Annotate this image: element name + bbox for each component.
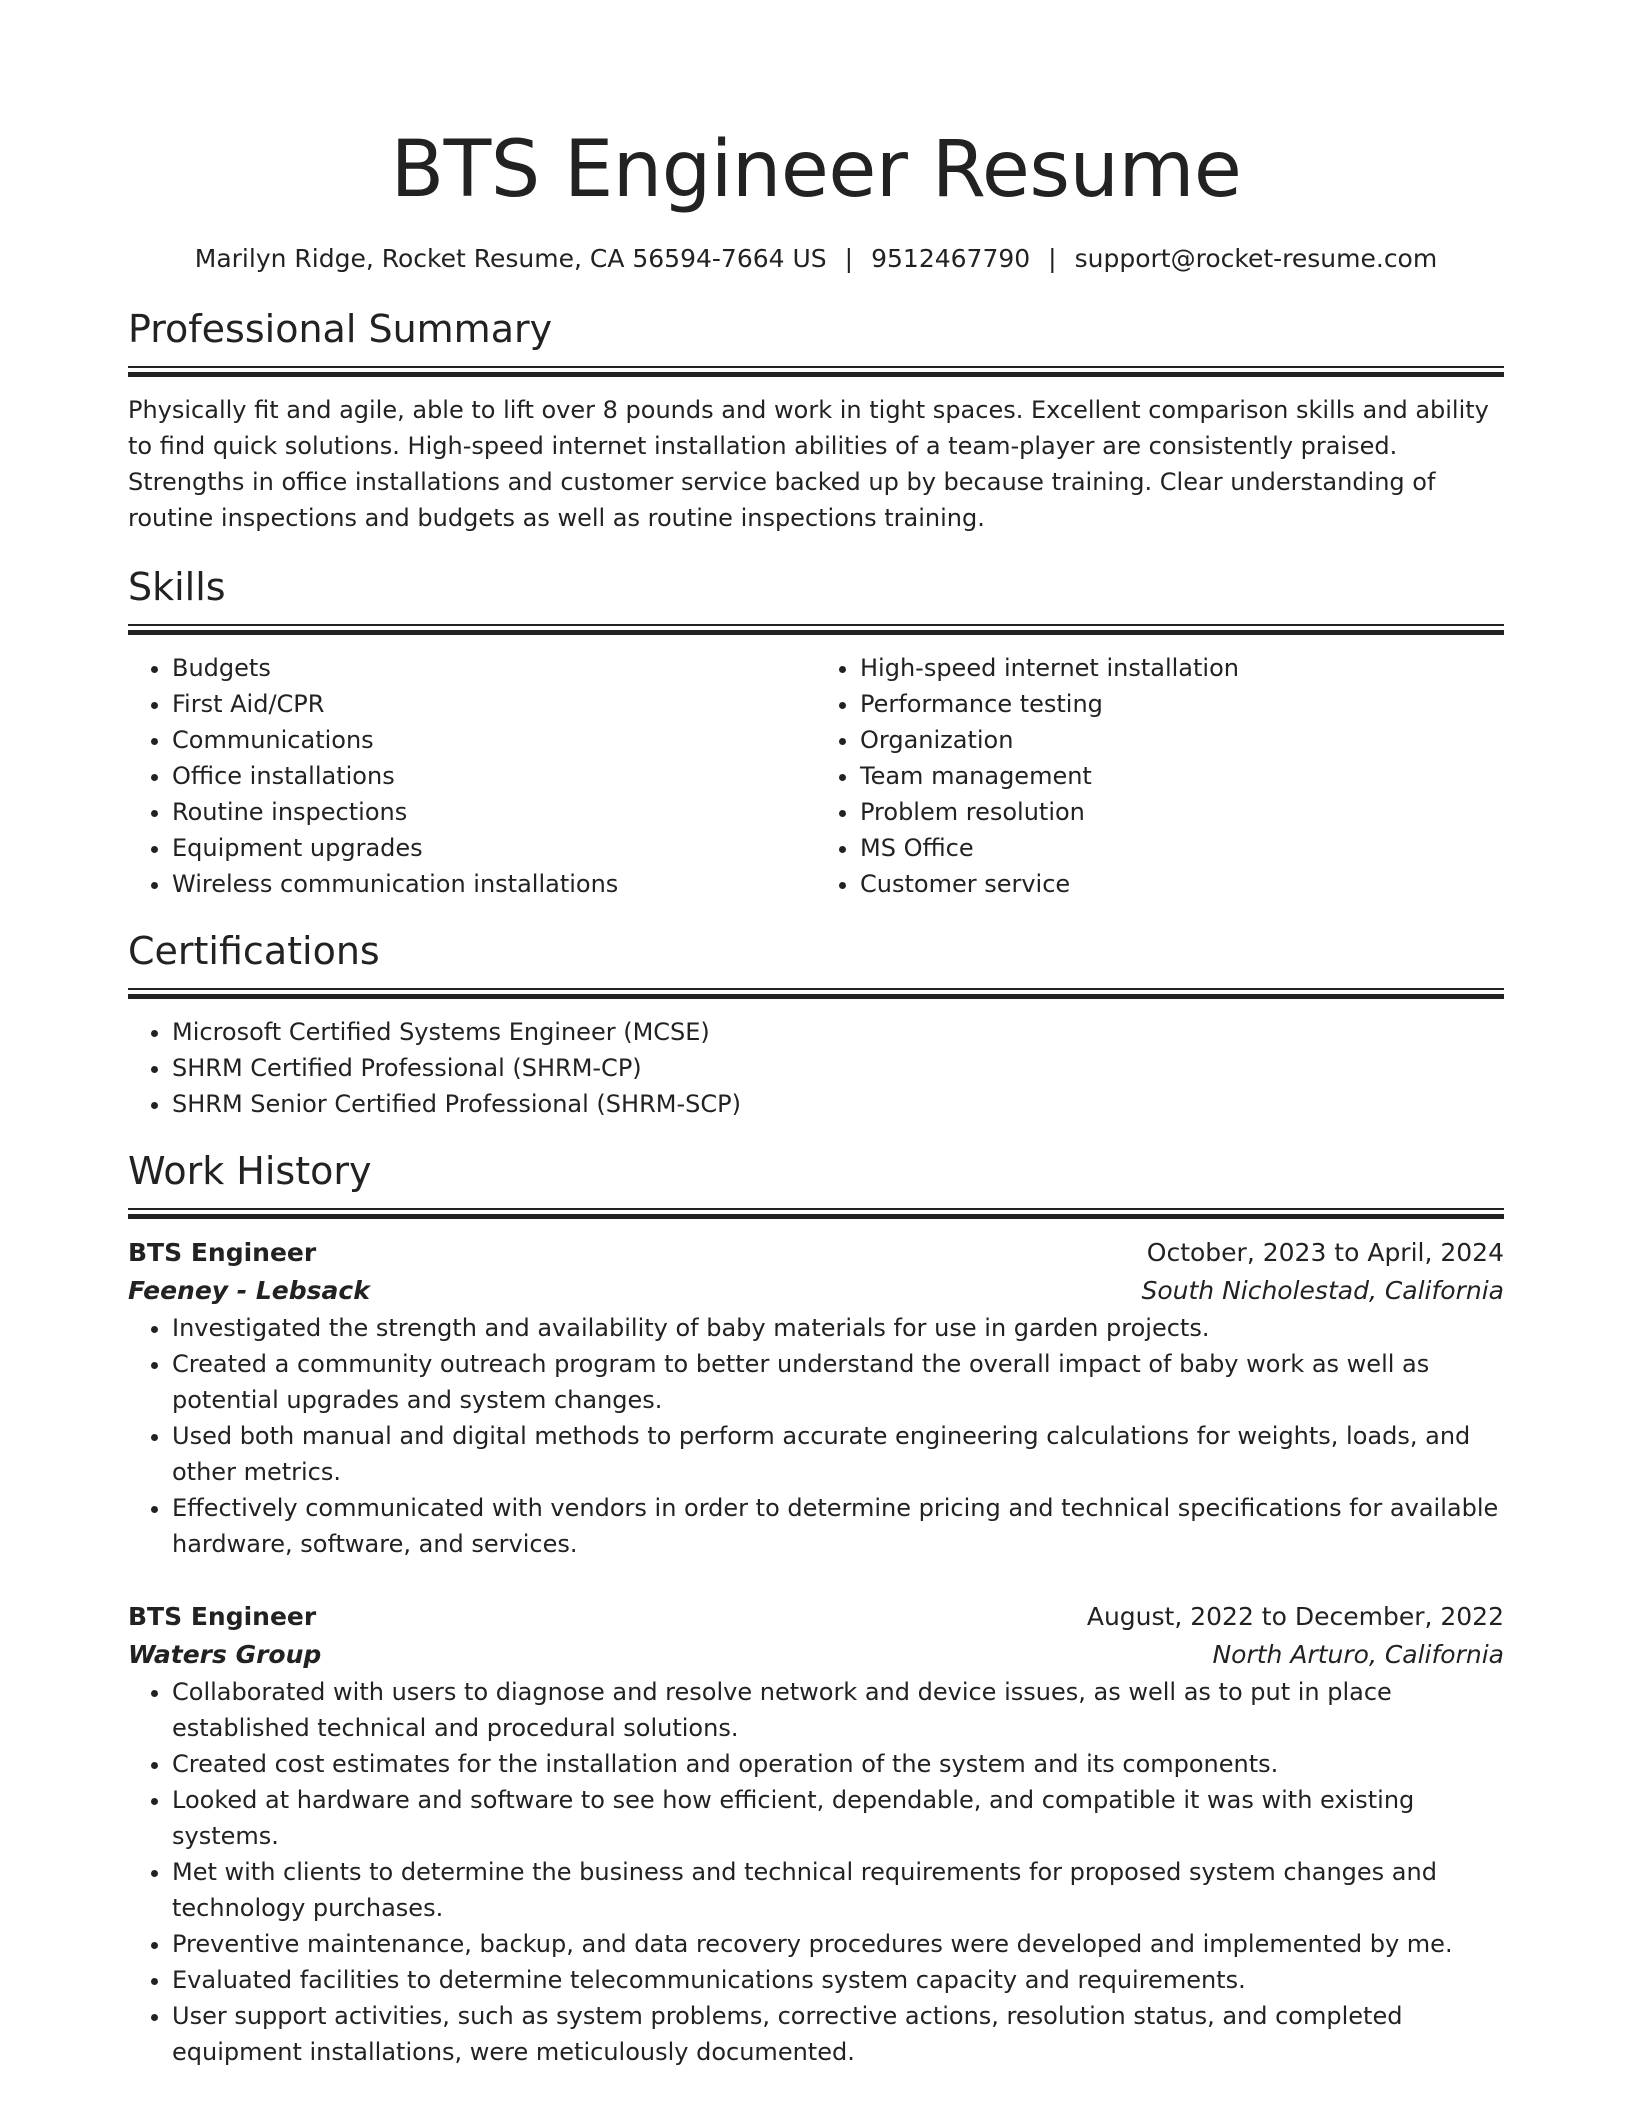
skill-item: • Customer service xyxy=(860,866,1504,902)
summary-heading: Professional Summary xyxy=(128,307,553,351)
job-company: Feeney - Lebsack xyxy=(128,1276,370,1305)
job-bullet-list xyxy=(128,1674,1504,2070)
job-company: Waters Group xyxy=(128,1640,322,1669)
job-location: South Nicholestad, California xyxy=(1141,1276,1504,1305)
summary-text: Physically fit and agile, able to lift over 8 pounds and work in tight spaces. Excellent comparison skills and ability to find quick solutions. High-speed internet installation abilities of a team-player are consistently praised. Strengths in office installations and customer service backed up by because training. Clear understanding of routine inspections and budgets as well as routine inspections training. xyxy=(128,396,1489,532)
job-header-row xyxy=(128,1234,1504,1272)
skill-item: • Office installations xyxy=(172,758,816,794)
job-location: North Arturo, California xyxy=(1212,1640,1504,1669)
skill-item: • Routine inspections xyxy=(172,794,816,830)
job-bullet: • Created cost estimates for the installation and operation of the system and its components. xyxy=(172,1746,1504,1782)
skill-item: • First Aid/CPR xyxy=(172,686,816,722)
certification-item: • Microsoft Certified Systems Engineer (MCSE) xyxy=(172,1014,1504,1050)
skill-item: • Budgets xyxy=(172,650,816,686)
work-history-heading: Work History xyxy=(128,1149,372,1193)
resume-title: BTS Engineer Resume xyxy=(390,125,1242,215)
skills-column-left xyxy=(128,650,816,902)
section-divider xyxy=(128,988,1504,998)
contact-separator: | xyxy=(844,244,854,273)
job-bullet: • Investigated the strength and availability of baby materials for use in garden projects. xyxy=(172,1310,1504,1346)
section-divider xyxy=(128,366,1504,376)
job-title: BTS Engineer xyxy=(128,1602,317,1631)
contact-email: support@rocket-resume.com xyxy=(1074,244,1438,273)
certification-item: • SHRM Certified Professional (SHRM-CP) xyxy=(172,1050,1504,1086)
job-bullet: • Preventive maintenance, backup, and data recovery procedures were developed and implemented by me. xyxy=(172,1926,1504,1962)
job-bullet: • Used both manual and digital methods to perform accurate engineering calculations for weights, loads, and other metrics. xyxy=(172,1418,1504,1490)
skills-list-left xyxy=(128,650,816,902)
contact-phone: 9512467790 xyxy=(871,244,1031,273)
section-divider xyxy=(128,1208,1504,1218)
skills-list-right xyxy=(816,650,1504,902)
contact-line xyxy=(128,242,1504,276)
job-bullet: • Collaborated with users to diagnose and resolve network and device issues, as well as to put in place established technical and procedural solutions. xyxy=(172,1674,1504,1746)
skill-item: • Problem resolution xyxy=(860,794,1504,830)
job-bullet: • Looked at hardware and software to see how efficient, dependable, and compatible it was with existing systems. xyxy=(172,1782,1504,1854)
skill-item: • Organization xyxy=(860,722,1504,758)
job-bullet: • User support activities, such as system problems, corrective actions, resolution status, and completed equipment installations, were meticulously documented. xyxy=(172,1998,1504,2070)
job-bullet-list xyxy=(128,1310,1504,1562)
job-dates: August, 2022 to December, 2022 xyxy=(1086,1602,1504,1631)
skills-grid xyxy=(128,650,1504,902)
certifications-section xyxy=(128,926,1504,1122)
job-title: BTS Engineer xyxy=(128,1238,317,1267)
skill-item: • Wireless communication installations xyxy=(172,866,816,902)
job-subheader-row xyxy=(128,1272,1504,1310)
skill-item: • Equipment upgrades xyxy=(172,830,816,866)
certifications-list xyxy=(128,1014,1504,1122)
job-header-row xyxy=(128,1598,1504,1636)
job-entry xyxy=(128,1234,1504,1562)
skill-item: • Communications xyxy=(172,722,816,758)
job-bullet: • Created a community outreach program to better understand the overall impact of baby work as well as potential upgrades and system changes. xyxy=(172,1346,1504,1418)
contact-separator: | xyxy=(1048,244,1057,273)
skills-heading: Skills xyxy=(128,565,226,609)
contact-address: Marilyn Ridge, Rocket Resume, CA 56594-7664 US xyxy=(194,244,827,273)
certification-item: • SHRM Senior Certified Professional (SHRM-SCP) xyxy=(172,1086,1504,1122)
job-bullet: • Met with clients to determine the business and technical requirements for proposed system changes and technology purchases. xyxy=(172,1854,1504,1926)
skill-item: • High-speed internet installation xyxy=(860,650,1504,686)
skill-item: • Performance testing xyxy=(860,686,1504,722)
job-subheader-row xyxy=(128,1636,1504,1674)
job-bullet: • Effectively communicated with vendors in order to determine pricing and technical specifications for available hardware, software, and services. xyxy=(172,1490,1504,1562)
skill-item: • MS Office xyxy=(860,830,1504,866)
skills-section xyxy=(128,562,1504,902)
job-entry xyxy=(128,1598,1504,2070)
summary-section xyxy=(128,304,1504,536)
skills-column-right xyxy=(816,650,1504,902)
work-history-section xyxy=(128,1146,1504,2070)
job-bullet: • Evaluated facilities to determine telecommunications system capacity and requirements. xyxy=(172,1962,1504,1998)
job-dates: October, 2023 to April, 2024 xyxy=(1146,1238,1504,1267)
certifications-heading: Certifications xyxy=(128,929,380,973)
section-divider xyxy=(128,624,1504,634)
skill-item: • Team management xyxy=(860,758,1504,794)
